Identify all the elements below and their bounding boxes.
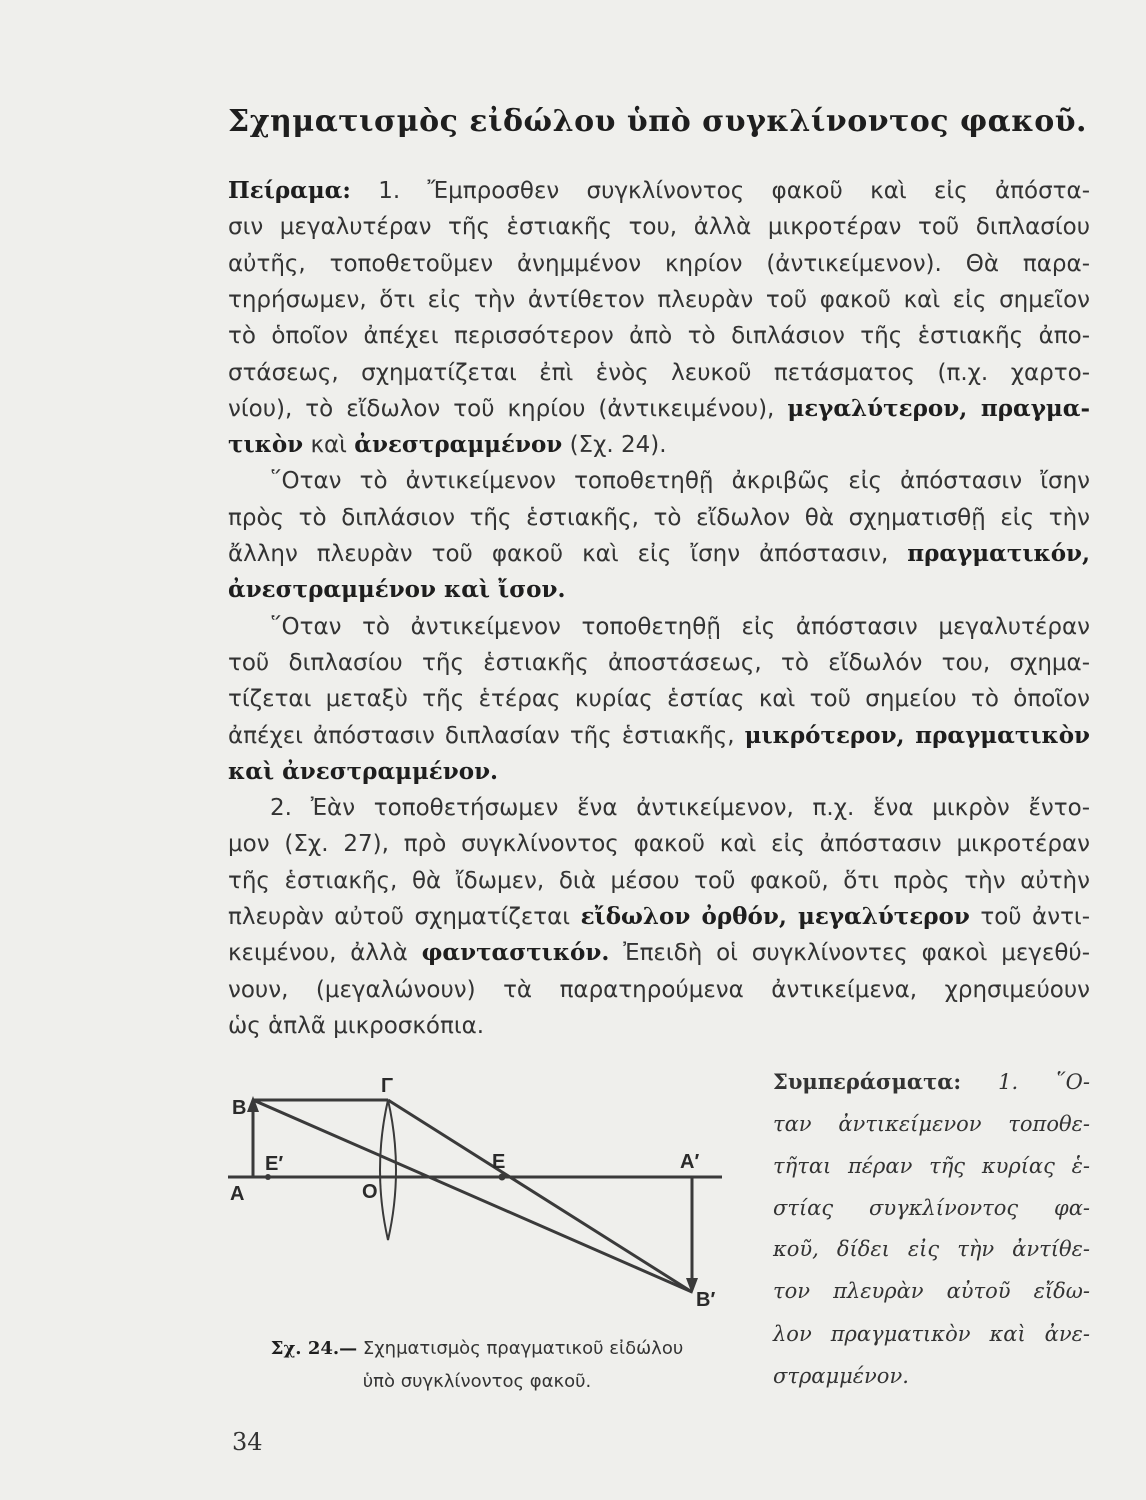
lens (380, 1100, 396, 1240)
bold-text: μεγαλύτερον, πραγμα- (787, 394, 1090, 422)
bold-text: τικὸν (228, 431, 304, 459)
page-number: 34 (232, 1428, 263, 1456)
text: ῞Οταν τὸ ἀντικείμενον τοποθετηθῇ ἀκριβῶς εἰς ἀπόστασιν ἴσην (270, 468, 1090, 495)
conclusions-line: ταν ἀντικείμενον τοποθε- (773, 1112, 1090, 1136)
conclusions-label: Συμπεράσματα: (773, 1069, 962, 1094)
conclusions-line: στίας συγκλίνοντος φα- (773, 1196, 1090, 1220)
conclusions-line: λον πραγματικὸν καὶ ἀνε- (773, 1322, 1090, 1346)
bold-text: ἀνεστραμμένον καὶ ἴσον. (228, 576, 566, 604)
text: στάσεως, σχηματίζεται ἐπὶ ἑνὸς λευκοῦ πετάσματος (π.χ. χαρτο- (228, 359, 1090, 386)
text: ῞Οταν τὸ ἀντικείμενον τοποθετηθῇ εἰς ἀπόστασιν μεγαλυτέραν (270, 613, 1090, 640)
text: Ἐπειδὴ οἱ συγκλίνοντες φακοὶ μεγεθύ- (609, 940, 1091, 967)
text: τοῦ διπλασίου τῆς ἑστιακῆς ἀποστάσεως, τὸ εἴδωλόν του, σχημα- (228, 649, 1090, 676)
conclusions-line: κοῦ, δίδει εἰς τὴν ἀντίθε- (773, 1237, 1090, 1261)
label-b-prime: B′ (696, 1289, 716, 1311)
conclusions-line: στραμμένον. (773, 1364, 909, 1388)
label-e: E (492, 1151, 506, 1173)
text: πρὸς τὸ διπλάσιον τῆς ἑστιακῆς, τὸ εἴδωλον θὰ σχηματισθῇ εἰς τὴν (228, 504, 1090, 531)
text: 1. Ἔμπροσθεν συγκλίνοντος φακοῦ καὶ εἰς ἀπόστα- (350, 178, 1090, 204)
conclusions-line: Συμπεράσματα: 1. ῞Ο- (773, 1069, 1090, 1094)
bold-text: καὶ ἀνεστραμμένον. (228, 757, 499, 785)
focal-point-e (499, 1174, 506, 1181)
figure-caption-line2: ὑπὸ συγκλίνοντος φακοῦ. (362, 1371, 592, 1392)
bold-text: εἴδωλον ὀρθόν, μεγαλύτερον (580, 903, 970, 930)
text: ὡς ἁπλᾶ μικροσκόπια. (228, 1012, 485, 1039)
text: αὐτῆς, τοποθετοῦμεν ἀνημμένον κηρίον (ἀντικείμενον). Θὰ παρα- (228, 250, 1090, 277)
text: νουν, (μεγαλώνουν) τὰ παρατηρούμενα ἀντικείμενα, χρησιμεύουν (228, 976, 1090, 1003)
text: ἀπέχει ἀπόστασιν διπλασίαν τῆς ἑστιακῆς, (228, 722, 745, 749)
object-arrowhead (247, 1096, 259, 1112)
label-a: A (230, 1183, 245, 1205)
ray-focal (388, 1100, 692, 1292)
text: ἄλλην πλευρὰν τοῦ φακοῦ καὶ εἰς ἴσην ἀπόστασιν, (228, 541, 908, 567)
bold-text: πραγματικόν, (907, 540, 1090, 567)
text: νίου), τὸ εἴδωλον τοῦ κηρίου (ἀντικειμένου), (228, 395, 788, 422)
text: σιν μεγαλυτέραν τῆς ἑστιακῆς του, ἀλλὰ μικροτέραν τοῦ διπλασίου (228, 214, 1090, 241)
text: τῆς ἑστιακῆς, θὰ ἴδωμεν, διὰ μέσου τοῦ φακοῦ, ὅτι πρὸς τὴν αὐτὴν (228, 867, 1090, 894)
text: 2. Ἐὰν τοποθετήσωμεν ἕνα ἀντικείμενον, π.χ. ἕνα μικρὸν ἔντο- (270, 795, 1090, 822)
label-gamma: Γ (381, 1075, 394, 1097)
text: (Σχ. 24). (562, 432, 667, 459)
text: τηρήσωμεν, ὅτι εἰς τὴν ἀντίθετον πλευρὰν τοῦ φακοῦ καὶ εἰς σημεῖον (228, 286, 1090, 313)
bold-text: ἀνεστραμμένον (354, 431, 563, 459)
figure-caption: Σχ. 24.— Σχηματισμὸς πραγματικοῦ εἰδώλου (270, 1338, 684, 1359)
conclusions-line: τῆται πέραν τῆς κυρίας ἑ- (773, 1154, 1090, 1178)
ray-center (253, 1100, 692, 1292)
text: τοῦ ἀντι- (969, 904, 1090, 930)
bold-text: Πείραμα: (228, 177, 351, 204)
text: τὸ ὁποῖον ἀπέχει περισσότερον ἀπὸ τὸ διπλάσιον τῆς ἑστιακῆς ἀπο- (228, 323, 1090, 350)
text: καὶ (303, 432, 355, 459)
label-a-prime: A′ (680, 1151, 700, 1173)
section-title: Σχηματισμὸς εἰδώλου ὑπὸ συγκλίνοντος φακοῦ. (228, 104, 1087, 139)
conclusions-line: τον πλευρὰν αὐτοῦ εἴδω- (773, 1279, 1090, 1303)
bold-text: μικρότερον, πραγματικὸν (744, 721, 1090, 749)
bold-text: φανταστικόν. (421, 939, 610, 967)
label-o: O (362, 1181, 378, 1203)
text: πλευρὰν αὐτοῦ σχηματίζεται (228, 904, 581, 930)
label-e-prime: E′ (265, 1153, 284, 1175)
text: κειμένου, ἀλλὰ (228, 940, 422, 967)
text: τίζεται μεταξὺ τῆς ἑτέρας κυρίας ἑστίας καὶ τοῦ σημείου τὸ ὁποῖον (228, 686, 1090, 713)
label-b: B (232, 1097, 247, 1119)
text: μον (Σχ. 27), πρὸ συγκλίνοντος φακοῦ καὶ εἰς ἀπόστασιν μικροτέραν (228, 831, 1090, 858)
caption-label: Σχ. 24.— (270, 1338, 358, 1359)
